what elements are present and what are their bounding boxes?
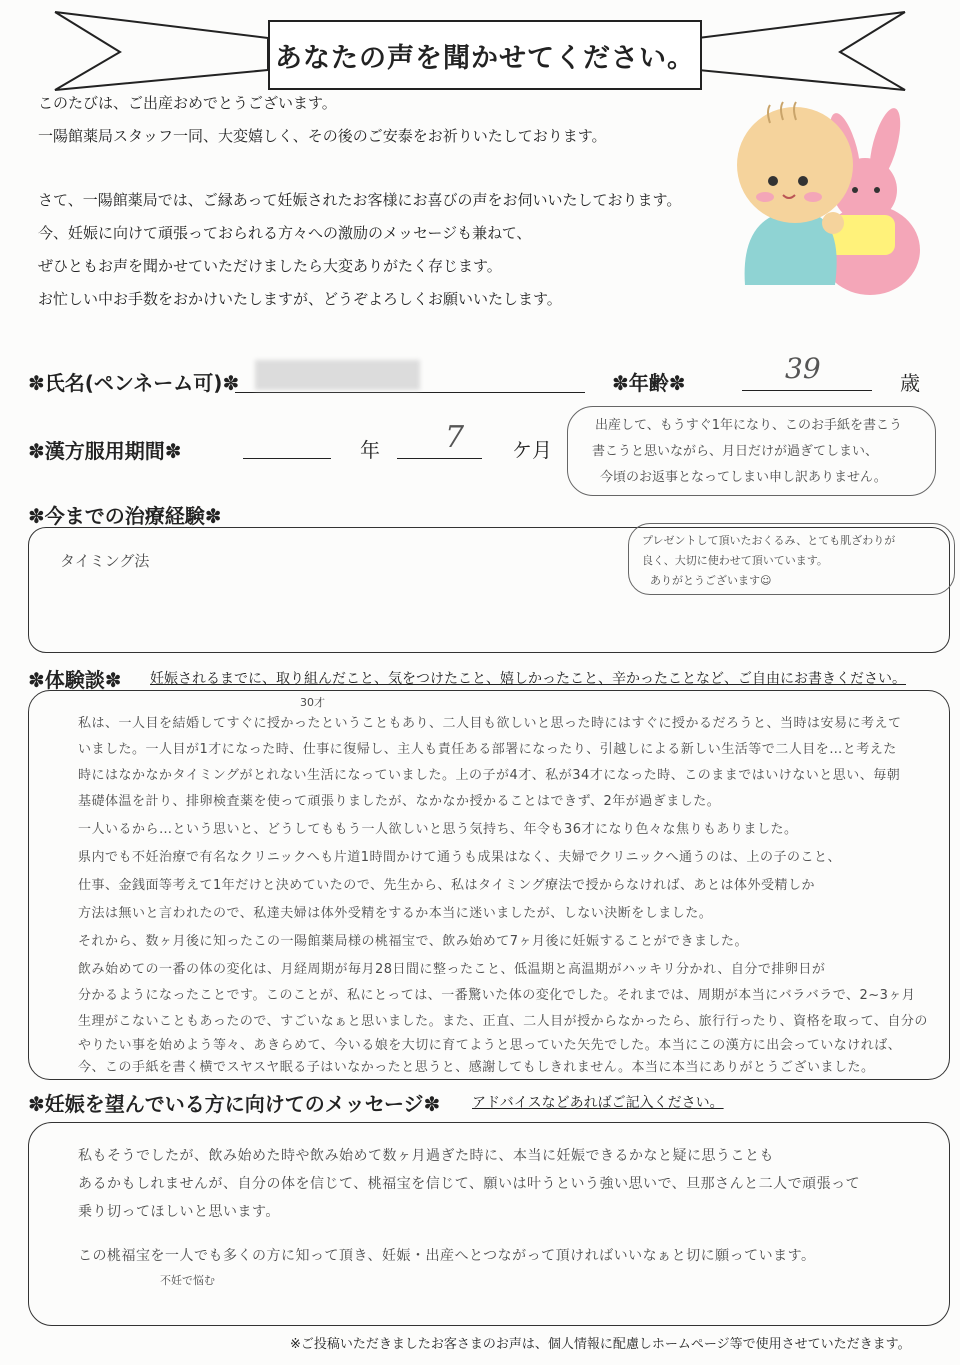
intro-line-2: 一陽館薬局スタッフ一同、大変嬉しく、その後のご安泰をお祈りいたしております。	[38, 127, 607, 145]
period-year-line	[243, 458, 331, 459]
experience-line-7: 仕事、金銭面等考えて1年だけと決めていたので、先生から、私はタイミング療法で授からなければ、あとは体外受精しか	[78, 878, 815, 893]
experience-line-5: 一人いるから…という思いと、どうしてももう一人欲しいと思う気持ち、年令も36才になり色々な焦りもありました。	[78, 822, 798, 837]
period-month-unit: ケ月	[512, 438, 552, 462]
age-value: 39	[785, 352, 821, 385]
experience-line-14: 今、この手紙を書く横でスヤスヤ眠る子はいなかったと思うと、感謝してもしきれません。本当に本当にありがとうございました。	[78, 1060, 875, 1075]
message-line-4: この桃福宝を一人でも多くの方に知って頂き、妊娠・出産へとつながって頂ければいいなぁと切に願っています。	[78, 1248, 816, 1264]
period-label: ✽漢方服用期間✽	[28, 439, 182, 463]
experience-line-8: 方法は無いと言われたので、私達夫婦は体外受精をするか本当に迷いましたが、しない決断をしました。	[78, 906, 713, 921]
intro-line-3: さて、一陽館薬局では、ご縁あって妊娠されたお客様にお喜びの声をお伺いいたしております。	[38, 191, 682, 209]
note-bubble-top-line-1: 出産して、もうすぐ1年になり、このお手紙を書こう	[595, 418, 903, 433]
treatment-value: タイミング法	[60, 552, 150, 570]
period-month-line	[397, 458, 482, 459]
intro-line-6: お忙しい中お手数をおかけいたしますが、どうぞよろしくお願いいたします。	[38, 290, 562, 308]
message-insert-note: 不妊で悩む	[160, 1274, 215, 1287]
intro-line-4: 今、妊娠に向けて頑張っておられる方々への激励のメッセージも兼ねて、	[38, 224, 532, 242]
experience-line-12: 生理がこないこともあったので、すごいなぁと思いました。また、正直、二人目が授からなかったら、旅行行ったり、資格を取って、自分の	[78, 1014, 928, 1029]
experience-note-30: 30才	[300, 696, 325, 709]
name-redacted	[255, 360, 420, 390]
intro-line-5: ぜひともお声を聞かせていただけましたら大変ありがたく存じます。	[38, 257, 502, 275]
message-line-1: 私もそうでしたが、飲み始めた時や飲み始めて数ヶ月過ぎた時に、本当に妊娠できるかなと疑に思うことも	[78, 1148, 774, 1164]
experience-line-9: それから、数ヶ月後に知ったこの一陽館薬局様の桃福宝で、飲み始めて7ヶ月後に妊娠することができました。	[78, 934, 749, 949]
message-label: ✽妊娠を望んでいる方に向けてのメッセージ✽	[28, 1092, 441, 1116]
note-bubble-treatment-line-1: プレゼントして頂いたおくるみ、とても肌ざわりが	[642, 534, 896, 547]
experience-line-2: いました。一人目が1才になった時、仕事に復帰し、主人も責任ある部署になったり、引越しによる新しい生活等で二人目を…と考えた	[78, 742, 897, 757]
baby-bunny-illustration	[725, 95, 935, 295]
treatment-label: ✽今までの治療経験✽	[28, 504, 222, 528]
note-bubble-treatment-line-2: 良く、大切に使わせて頂いています。	[642, 554, 828, 567]
experience-line-11: 分かるようになったことです。このことが、私にとっては、一番驚いた体の変化でした。それまでは、周期が本当にバラバラで、2~3ヶ月	[78, 988, 916, 1003]
period-month-value: 7	[445, 420, 465, 455]
note-bubble-top-line-2: 書こうと思いながら、月日だけが過ぎてしまい、	[592, 444, 879, 459]
page-title: あなたの声を聞かせてください。	[268, 20, 702, 90]
name-field-line	[235, 392, 585, 393]
experience-label: ✽体験談✽	[28, 668, 122, 692]
experience-line-4: 基礎体温を計り、排卵検査薬を使って頑張りましたが、なかなか授かることはできず、2年が過ぎました。	[78, 794, 721, 809]
age-label: ✽年齢✽	[612, 371, 686, 395]
experience-line-6: 県内でも不妊治療で有名なクリニックへも片道1時間かけて通うも成果はなく、夫婦でクリニックへ通うのは、上の子のこと、	[78, 850, 841, 865]
experience-subtitle: 妊娠されるまでに、取り組んだこと、気をつけたこと、嬉しかったこと、辛かったことなど、ご自由にお書きください。	[150, 671, 906, 687]
note-bubble-top-line-3: 今頃のお返事となってしまい申し訳ありません。	[600, 470, 887, 485]
intro-line-1: このたびは、ご出産おめでとうございます。	[38, 94, 337, 112]
message-subtitle: アドバイスなどあればご記入ください。	[472, 1095, 724, 1111]
message-line-2: あるかもしれませんが、自分の体を信じて、桃福宝を信じて、願いは叶うという強い思いで、旦那さんと二人で頑張って	[78, 1176, 861, 1192]
period-year-unit: 年	[360, 438, 380, 462]
name-label: ✽氏名(ペンネーム可)✽	[28, 371, 240, 395]
experience-line-13: やりたい事を始めよう等々、あきらめて、今いる娘を大切に育てようと思っていた矢先でした。本当にこの漢方に出会っていなければ、	[78, 1038, 902, 1053]
message-line-3: 乗り切ってほしいと思います。	[78, 1204, 280, 1220]
age-unit: 歳	[900, 371, 920, 395]
experience-line-10: 飲み始めての一番の体の変化は、月経周期が毎月28日間に整ったこと、低温期と高温期がハッキリ分かれ、自分で排卵日が	[78, 962, 826, 977]
experience-line-3: 時にはなかなかタイミングがとれない生活になっていました。上の子が4才、私が34才になった時、このままではいけないと思い、毎朝	[78, 768, 901, 783]
experience-line-1: 私は、一人目を結婚してすぐに授かったということもあり、二人目も欲しいと思った時にはすぐに授かるだろうと、当時は安易に考えて	[78, 716, 902, 731]
age-field-line	[742, 390, 872, 391]
note-bubble-treatment-line-3: ありがとうございます☺	[650, 574, 772, 587]
footer-note: ※ご投稿いただきましたお客さまのお声は、個人情報に配慮しホームページ等で使用させていただきます。	[290, 1337, 911, 1352]
